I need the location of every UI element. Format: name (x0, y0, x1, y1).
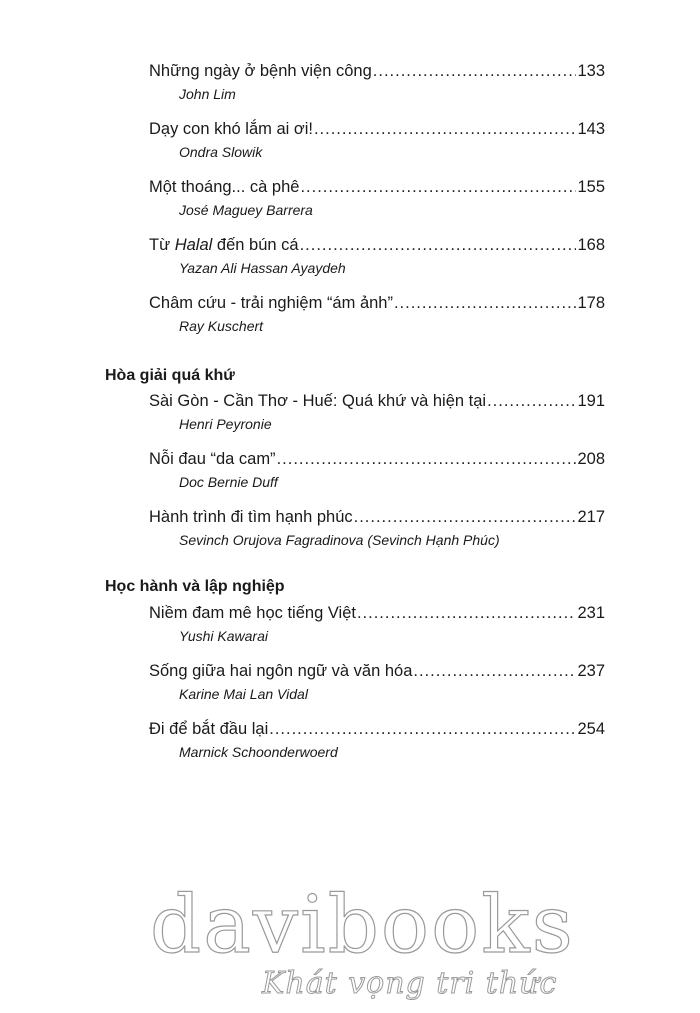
entry-title: Nỗi đau “da cam” (149, 450, 276, 468)
toc-entry (149, 719, 605, 761)
entry-page-number: 231 (577, 604, 605, 622)
entry-author: John Lim (179, 86, 236, 102)
entry-page-number: 191 (577, 392, 605, 410)
entry-title-prefix: Từ (149, 236, 175, 254)
dot-leader (300, 235, 577, 255)
dot-leader (357, 603, 577, 623)
entry-page-number: 254 (577, 720, 605, 738)
toc-entry (149, 177, 605, 219)
dot-leader (394, 293, 577, 313)
toc-entry-line (149, 661, 605, 681)
entry-author: Yazan Ali Hassan Ayaydeh (179, 260, 346, 276)
entry-title-italic: Halal (174, 236, 213, 254)
toc-entry (149, 293, 605, 335)
entry-page-number: 237 (577, 662, 605, 680)
section-heading: Hòa giải quá khứ (105, 367, 235, 384)
dot-leader (269, 719, 576, 739)
entry-page-number: 178 (577, 294, 605, 312)
entry-page-number: 168 (577, 236, 605, 254)
toc-entry (149, 119, 605, 161)
watermark-brand: davibooks (150, 878, 575, 971)
watermark-slogan: Khát vọng tri thức (262, 966, 558, 1001)
entry-title-suffix: đến bún cá (212, 236, 299, 254)
toc-entry (149, 507, 605, 549)
entry-title (149, 235, 299, 255)
entry-title: Sống giữa hai ngôn ngữ và văn hóa (149, 662, 413, 680)
section-heading: Học hành và lập nghiệp (105, 578, 285, 595)
entry-author: Ray Kuschert (179, 318, 264, 334)
entry-author: José Maguey Barrera (179, 202, 313, 218)
entry-page-number: 217 (577, 508, 605, 526)
toc-entry (149, 449, 605, 491)
entry-page-number: 143 (577, 120, 605, 138)
entry-author: Yushi Kawarai (179, 628, 268, 644)
entry-author: Doc Bernie Duff (179, 474, 278, 490)
toc-entry-line (149, 61, 605, 81)
dot-leader (373, 61, 577, 81)
entry-title: Hành trình đi tìm hạnh phúc (149, 508, 353, 526)
entry-title: Những ngày ở bệnh viện công (149, 62, 372, 80)
entry-page-number: 208 (577, 450, 605, 468)
toc-entry (149, 603, 605, 645)
toc-entry-line (149, 119, 605, 139)
entry-title: Một thoáng... cà phê (149, 178, 300, 196)
toc-entry-line (149, 507, 605, 527)
toc-entry-line (149, 177, 605, 197)
publisher-watermark (0, 870, 700, 1010)
entry-title: Sài Gòn - Cần Thơ - Huế: Quá khứ và hiện tại (149, 392, 487, 410)
entry-title: Dạy con khó lắm ai ơi! (149, 120, 313, 138)
entry-page-number: 155 (577, 178, 605, 196)
toc-entry (149, 61, 605, 103)
toc-entry-line (149, 449, 605, 469)
dot-leader (413, 661, 576, 681)
dot-leader (277, 449, 577, 469)
entry-title: Châm cứu - trải nghiệm “ám ảnh” (149, 294, 393, 312)
entry-author: Henri Peyronie (179, 416, 272, 432)
dot-leader (354, 507, 577, 527)
entry-author: Karine Mai Lan Vidal (179, 686, 308, 702)
toc-entry-line (149, 391, 605, 411)
dot-leader (300, 177, 576, 197)
dot-leader (487, 391, 576, 411)
entry-author: Sevinch Orujova Fagradinova (Sevinch Hạnh Phúc) (179, 532, 500, 548)
entry-title: Niềm đam mê học tiếng Việt (149, 604, 356, 622)
dot-leader (314, 119, 577, 139)
toc-entry-line (149, 719, 605, 739)
entry-page-number: 133 (577, 62, 605, 80)
toc-entry (149, 235, 605, 277)
entry-author: Marnick Schoonderwoerd (179, 744, 338, 760)
entry-author: Ondra Slowik (179, 144, 263, 160)
toc-entry (149, 661, 605, 703)
entry-title: Đi để bắt đầu lại (149, 720, 269, 738)
toc-entry (149, 391, 605, 433)
toc-entry-line (149, 235, 605, 255)
toc-entry-line (149, 293, 605, 313)
toc-entry-line (149, 603, 605, 623)
